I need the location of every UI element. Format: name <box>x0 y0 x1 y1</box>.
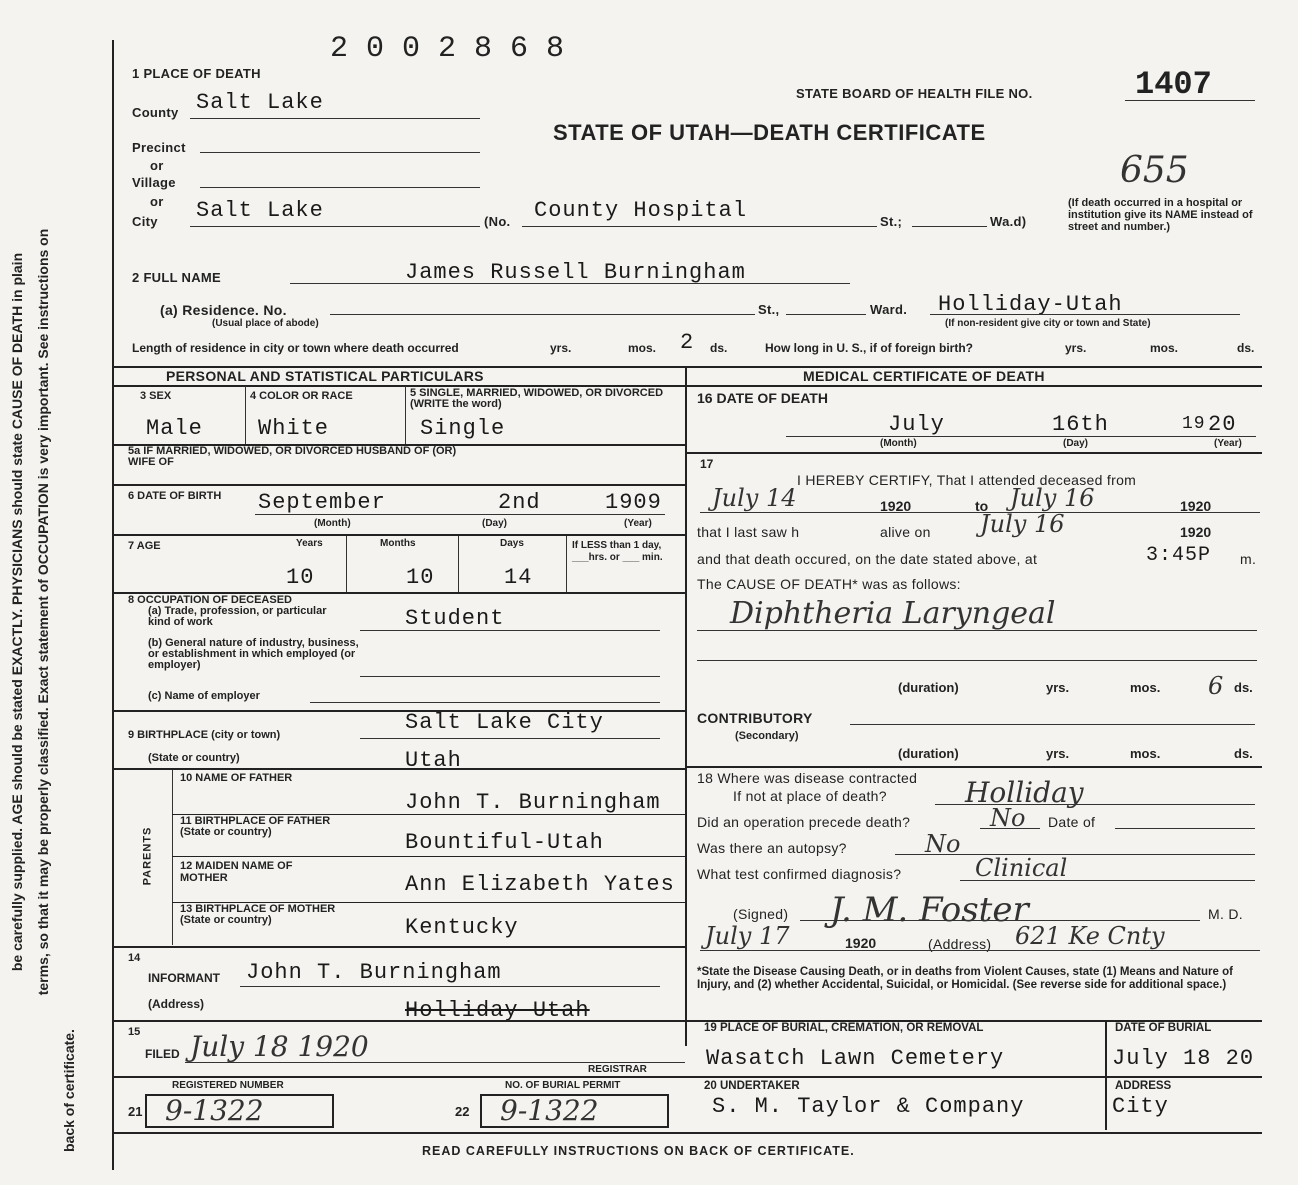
father-birthplace-label: 11 BIRTHPLACE OF FATHER (State or country) <box>180 815 331 838</box>
foreign-mos-label: mos. <box>1150 341 1179 355</box>
foreign-yrs-label: yrs. <box>1065 341 1087 355</box>
contributory-ds-label: ds. <box>1234 746 1253 761</box>
spouse-label: 5a IF MARRIED, WIDOWED, OR DIVORCED HUSBAND OF (OR) WIFE OF <box>128 445 457 468</box>
nonresident-note: (If non-resident give city or town and State) <box>945 318 1151 329</box>
sex-value: Male <box>146 416 203 441</box>
street-label: St.; <box>880 214 903 229</box>
employer-label: (c) Name of employer <box>148 690 260 702</box>
registered-number-label: REGISTERED NUMBER <box>172 1080 284 1091</box>
disease-place-value: Holliday <box>965 776 1084 809</box>
birth-day-value: 2nd <box>498 490 541 515</box>
signed-label: (Signed) <box>733 906 789 922</box>
contributory-duration-label: (duration) <box>898 746 959 761</box>
birth-month-value: September <box>258 490 386 515</box>
or-label-1: or <box>150 158 164 173</box>
county-label: County <box>132 105 179 120</box>
death-time-value: 3:45P <box>1146 544 1212 567</box>
village-label: Village <box>132 175 176 190</box>
death-year-caption: (Year) <box>1214 438 1242 449</box>
contributory-yrs-label: yrs. <box>1046 746 1070 761</box>
duration-yrs-label: yrs. <box>1046 680 1070 695</box>
margin-instructions <box>0 62 82 1162</box>
left-border <box>112 40 114 1170</box>
not-place-label: If not at place of death? <box>733 788 887 804</box>
filed-number: 15 <box>128 1026 141 1038</box>
registered-number-value: 9-1322 <box>165 1094 264 1127</box>
alive-on-text: alive on <box>880 524 931 540</box>
item-22-label: 22 <box>455 1104 470 1119</box>
age-less-caption: If LESS than 1 day, ___hrs. or ___ min. <box>572 540 663 563</box>
age-label: 7 AGE <box>128 540 161 552</box>
place-of-death-label: 1 PLACE OF DEATH <box>132 66 261 81</box>
footer-instructions: READ CAREFULLY INSTRUCTIONS ON BACK OF CERTIFICATE. <box>422 1144 855 1158</box>
to-year-value: 1920 <box>1180 498 1212 514</box>
registrar-label: REGISTRAR <box>588 1064 647 1075</box>
cause-of-death-value: Diphtheria Laryngeal <box>730 596 1056 631</box>
alive-date-value: July 16 <box>980 510 1065 538</box>
precinct-label: Precinct <box>132 140 186 155</box>
item-17-label: 17 <box>700 457 714 471</box>
death-day-value: 16th <box>1052 412 1109 437</box>
death-date-label: 16 DATE OF DEATH <box>697 390 828 406</box>
mother-name-label: 12 MAIDEN NAME OF MOTHER <box>180 860 293 884</box>
duration-days-value: 6 <box>1208 672 1224 700</box>
death-day-caption: (Day) <box>1063 438 1089 449</box>
birth-year-value: 1909 <box>605 490 662 515</box>
burial-permit-label: NO. OF BURIAL PERMIT <box>505 1080 621 1091</box>
marital-label: 5 SINGLE, MARRIED, WIDOWED, OR DIVORCED (WRITE the word) <box>410 387 664 410</box>
foreign-birth-label: How long in U. S., if of foreign birth? <box>765 341 973 355</box>
test-diagnosis-label: What test confirmed diagnosis? <box>697 866 902 882</box>
occupation-value: Student <box>405 606 505 631</box>
attended-from-value: July 14 <box>712 484 797 512</box>
contributory-mos-label: mos. <box>1130 746 1161 761</box>
abode-label: (Usual place of abode) <box>212 318 319 329</box>
birth-month-caption: (Month) <box>314 518 351 529</box>
color-label: 4 COLOR OR RACE <box>250 390 353 402</box>
medical-section-header: MEDICAL CERTIFICATE OF DEATH <box>803 368 1045 384</box>
birthplace-city-value: Salt Lake City <box>405 710 604 735</box>
full-name-label: 2 FULL NAME <box>132 270 222 285</box>
margin-line-3: terms, so that it may be properly classified. Exact statement of OCCUPATION is very important. See instructions on <box>35 228 51 996</box>
undertaker-address-value: City <box>1112 1094 1169 1119</box>
physician-address-label: (Address) <box>928 936 992 952</box>
death-year-value: 20 <box>1208 412 1237 437</box>
undertaker-label: 20 UNDERTAKER <box>704 1080 800 1092</box>
operation-value: No <box>990 804 1026 832</box>
color-value: White <box>258 416 330 441</box>
duration-label: (duration) <box>898 680 959 695</box>
residence-ward-label: Ward. <box>870 302 908 317</box>
institution-no-label: (No. <box>484 214 511 229</box>
occupation-a-label: (a) Trade, profession, or particular kind of work <box>148 605 327 628</box>
age-years-caption: Years <box>296 538 323 549</box>
serial-number: 2 0 0 2 8 6 8 <box>330 32 565 66</box>
signed-date-value: July 17 <box>705 922 790 950</box>
burial-date-label: DATE OF BURIAL <box>1115 1022 1212 1034</box>
burial-place-value: Wasatch Lawn Cemetery <box>706 1046 1005 1071</box>
age-months-value: 10 <box>406 565 435 590</box>
informant-address-value: Holliday-Utah <box>405 998 590 1023</box>
contributory-label: CONTRIBUTORY <box>697 710 813 726</box>
file-number: 1407 <box>1135 66 1212 103</box>
duration-mos-label: mos. <box>1130 680 1161 695</box>
father-birthplace-value: Bountiful-Utah <box>405 830 604 855</box>
margin-line-4: back of certificate. <box>61 1029 77 1152</box>
undertaker-address-label: ADDRESS <box>1115 1080 1172 1092</box>
death-occurred-text: and that death occured, on the date stated above, at <box>697 551 1038 567</box>
test-diagnosis-value: Clinical <box>975 854 1068 882</box>
mother-birthplace-value: Kentucky <box>405 915 519 940</box>
from-year-value: 1920 <box>880 498 912 514</box>
birthplace-label: 9 BIRTHPLACE (city or town) <box>128 729 281 741</box>
m-label: m. <box>1240 551 1257 567</box>
cause-footnote: *State the Disease Causing Death, or in deaths from Violent Causes, state (1) Means and Nature of Injury, and (2) whether Accidental, Suicidal, or Homicidal. (See reverse side for additional space.) <box>697 966 1233 991</box>
md-label: M. D. <box>1208 906 1243 922</box>
informant-value: John T. Burningham <box>246 960 502 985</box>
autopsy-value: No <box>925 830 961 858</box>
physician-address-value: 621 Ke Cnty <box>1015 922 1165 950</box>
filed-value: July 18 1920 <box>190 1030 369 1063</box>
undertaker-value: S. M. Taylor & Company <box>712 1094 1025 1119</box>
birth-year-caption: (Year) <box>624 518 652 529</box>
mother-birthplace-label: 13 BIRTHPLACE OF MOTHER (State or country) <box>180 903 336 926</box>
occupation-label: 8 OCCUPATION OF DECEASED <box>128 594 292 606</box>
birth-day-caption: (Day) <box>482 518 508 529</box>
city-label: City <box>132 214 158 229</box>
death-month-value: July <box>888 412 945 437</box>
length-residence-label: Length of residence in city or town where death occurred <box>132 341 459 355</box>
signed-year-value: 1920 <box>845 935 877 951</box>
marital-value: Single <box>420 416 506 441</box>
personal-section-header: PERSONAL AND STATISTICAL PARTICULARS <box>166 368 484 384</box>
institution-value: County Hospital <box>534 198 748 223</box>
city-value: Salt Lake <box>196 198 324 223</box>
age-days-value: 14 <box>504 565 533 590</box>
age-months-caption: Months <box>380 538 416 549</box>
cause-of-death-label: The CAUSE OF DEATH* was as follows: <box>697 576 961 592</box>
certify-text: I HEREBY CERTIFY, That I attended deceased from <box>797 472 1137 488</box>
father-name-label: 10 NAME OF FATHER <box>180 772 293 784</box>
residence-label: (a) Residence. No. <box>160 302 287 318</box>
autopsy-label: Was there an autopsy? <box>697 840 847 856</box>
age-years-value: 10 <box>286 565 315 590</box>
margin-line-2: be carefully supplied. AGE should be stated EXACTLY. PHYSICIANS should state CAUSE OF DEATH in plain <box>9 252 25 972</box>
sex-label: 3 SEX <box>140 390 172 402</box>
length-yrs-label: yrs. <box>550 341 572 355</box>
last-saw-text: that I last saw h <box>697 524 800 540</box>
foreign-ds-label: ds. <box>1237 341 1255 355</box>
death-year-prefix: 19 <box>1182 414 1206 434</box>
filed-label: FILED <box>145 1047 180 1061</box>
birth-date-label: 6 DATE OF BIRTH <box>128 490 222 502</box>
length-days-value: 2 <box>680 330 695 355</box>
county-value: Salt Lake <box>196 90 324 115</box>
informant-number: 14 <box>128 952 141 964</box>
to-label: to <box>975 498 989 514</box>
file-label: STATE BOARD OF HEALTH FILE NO. <box>796 86 1033 101</box>
disease-contracted-label: 18 Where was disease contracted <box>697 770 918 786</box>
birthplace-state-value: Utah <box>405 748 462 773</box>
birthplace-state-caption: (State or country) <box>148 752 240 764</box>
burial-place-label: 19 PLACE OF BURIAL, CREMATION, OR REMOVAL <box>704 1022 984 1034</box>
burial-permit-value: 9-1322 <box>500 1094 599 1127</box>
ward-label: Wa.d) <box>990 214 1027 229</box>
or-label-2: or <box>150 194 164 209</box>
item-21-label: 21 <box>128 1104 143 1119</box>
length-mos-label: mos. <box>628 341 657 355</box>
age-days-caption: Days <box>500 538 524 549</box>
alive-year-value: 1920 <box>1180 524 1212 540</box>
operation-label: Did an operation precede death? <box>697 814 911 830</box>
occupation-b-label: (b) General nature of industry, business, or establishment in which employed (or employer) <box>148 637 359 671</box>
date-of-label: Date of <box>1048 814 1096 830</box>
attended-to-value: July 16 <box>1010 484 1095 512</box>
handwritten-number: 655 <box>1120 150 1189 191</box>
informant-address-label: (Address) <box>148 997 205 1011</box>
residence-ward-value: Holliday-Utah <box>938 292 1123 317</box>
burial-date-value: July 18 20 <box>1112 1046 1255 1071</box>
father-name-value: John T. Burningham <box>405 790 661 815</box>
duration-ds-label: ds. <box>1234 680 1253 695</box>
full-name-value: James Russell Burningham <box>405 260 746 285</box>
physician-signature: J. M. Foster <box>830 890 1029 930</box>
length-ds-label: ds. <box>710 341 728 355</box>
parents-side-label: PARENTS <box>141 826 154 886</box>
residence-st-label: St., <box>758 302 780 317</box>
document-title: STATE OF UTAH—DEATH CERTIFICATE <box>553 120 986 145</box>
death-month-caption: (Month) <box>880 438 917 449</box>
informant-label: INFORMANT <box>148 971 220 985</box>
hospital-note: (If death occurred in a hospital or institution give its NAME instead of street and number.) <box>1068 197 1253 233</box>
mother-name-value: Ann Elizabeth Yates <box>405 872 675 897</box>
secondary-label: (Secondary) <box>735 730 799 742</box>
